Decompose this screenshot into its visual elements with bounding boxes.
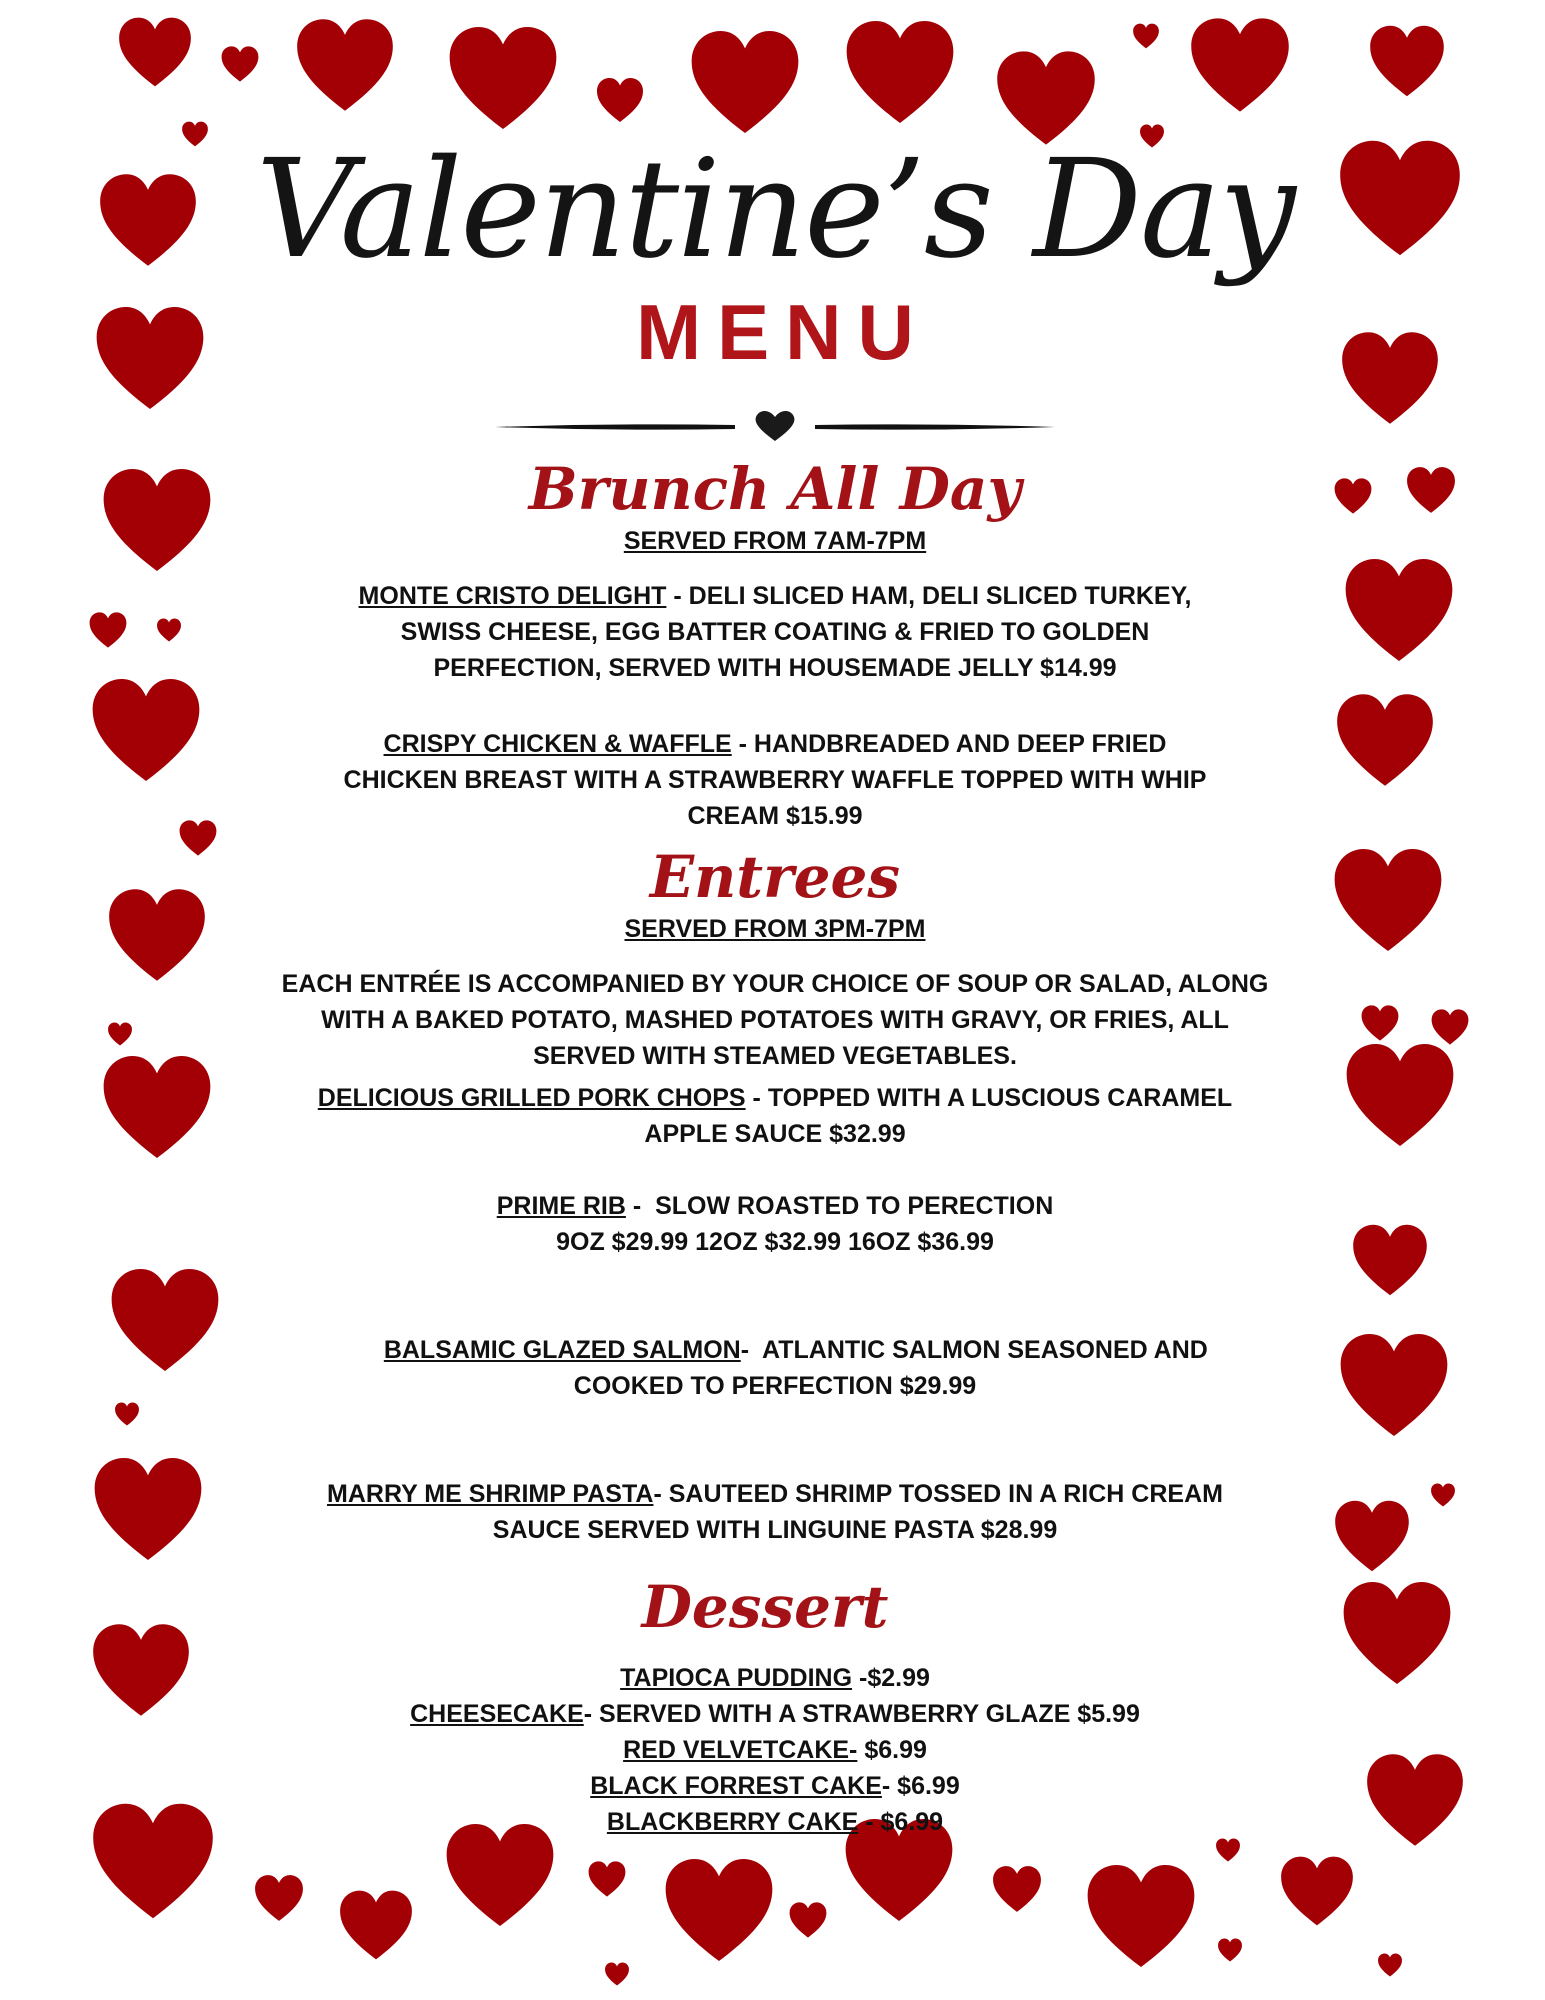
- dessert-section: [240, 1574, 1310, 1840]
- heart-icon: [99, 1049, 215, 1165]
- heart-icon: [156, 617, 182, 643]
- heart-icon: [114, 1401, 140, 1427]
- heart-icon: [687, 24, 803, 140]
- heart-icon: [89, 1618, 193, 1722]
- page-title: Valentine’s Day: [256, 131, 1294, 289]
- heart-icon: [756, 411, 795, 441]
- heart-icon: [1377, 1952, 1403, 1978]
- heart-icon: [96, 168, 200, 272]
- heart-icon: [587, 1859, 627, 1899]
- heart-icon: [991, 1863, 1043, 1915]
- item-prices: 9OZ $29.99 12OZ $32.99 16OZ $36.99: [556, 1228, 994, 1256]
- heart-icon: [1336, 1327, 1452, 1443]
- item-name: MARRY ME SHRIMP PASTA: [327, 1480, 654, 1508]
- entrees-accompaniment-note: EACH ENTRÉE IS ACCOMPANIED BY YOUR CHOICE OF SOUP OR SALAD, ALONG WITH A BAKED POTATO, MASHED POTATOES WITH GRAVY, OR FRIES, ALL SERVED WITH STEAMED VEGETABLES.: [281, 970, 1269, 1070]
- heart-icon: [293, 13, 397, 117]
- entrees-section: [240, 844, 1310, 1548]
- heart-icon: [1083, 1858, 1199, 1974]
- brunch-served-hours: SERVED FROM 7AM-7PM: [623, 527, 927, 555]
- item-name: TAPIOCA PUDDING: [620, 1664, 853, 1692]
- heart-icon: [220, 44, 260, 84]
- heart-icon: [1335, 133, 1465, 263]
- item-description: - SAUTEED SHRIMP TOSSED IN A RICH CREAM SAUCE SERVED WITH LINGUINE PASTA $28.99: [492, 1480, 1223, 1544]
- heart-icon: [1333, 688, 1437, 792]
- entrees-served-hours: SERVED FROM 3PM-7PM: [624, 915, 926, 943]
- item-name: BALSAMIC GLAZED SALMON: [383, 1336, 741, 1364]
- brunch-section: [240, 456, 1310, 834]
- item-name: MONTE CRISTO DELIGHT: [358, 582, 667, 610]
- heart-icon: [181, 120, 209, 148]
- heart-icon: [88, 1796, 218, 1926]
- item-name: BLACKBERRY CAKE: [606, 1808, 859, 1836]
- dessert-item-blackberry: [240, 1804, 1310, 1840]
- heart-icon: [90, 1451, 206, 1567]
- dessert-item-black-forrest: [240, 1768, 1310, 1804]
- heart-icon: [1187, 12, 1293, 118]
- entrees-title: Entrees: [649, 843, 901, 911]
- heart-icon: [92, 300, 208, 416]
- menu-page: [240, 130, 1310, 1840]
- item-price: -$2.99: [852, 1664, 930, 1692]
- heart-icon: [1341, 552, 1457, 668]
- heart-icon: [604, 1961, 630, 1987]
- heart-icon: [1367, 21, 1447, 101]
- dessert-item-red-velvet: [240, 1732, 1310, 1768]
- heart-icon: [842, 14, 958, 130]
- item-description: - ATLANTIC SALMON SEASONED AND COOKED TO PERFECTION $29.99: [573, 1336, 1215, 1400]
- menu-item-pork-chops: [315, 1080, 1235, 1152]
- heart-icon: [1215, 1837, 1241, 1863]
- heart-divider: [495, 408, 1055, 444]
- heart-icon: [1338, 326, 1442, 430]
- item-name: DELICIOUS GRILLED PORK CHOPS: [317, 1084, 746, 1112]
- heart-icon: [88, 672, 204, 788]
- menu-item-salmon: [285, 1296, 1265, 1440]
- heart-icon: [1333, 476, 1373, 516]
- heart-icon: [445, 20, 561, 136]
- menu-subtitle: MENU: [636, 288, 930, 376]
- item-price: - SERVED WITH A STRAWBERRY GLAZE $5.99: [583, 1700, 1140, 1728]
- heart-icon: [661, 1852, 777, 1968]
- item-description: - DELI SLICED HAM, DELI SLICED TURKEY, SWISS CHEESE, EGG BATTER COATING & FRIED TO GOLDEN PERFECTION, SERVED WITH HOUSEMADE JELLY $14.99: [400, 582, 1192, 682]
- heart-icon: [1132, 22, 1160, 50]
- heart-icon: [107, 1262, 223, 1378]
- item-price: - $6.99: [881, 1772, 960, 1800]
- dessert-item-cheesecake: [240, 1696, 1310, 1732]
- menu-item-monte-cristo: [350, 578, 1200, 686]
- item-name: RED VELVETCAKE-: [623, 1736, 858, 1764]
- heart-icon: [1278, 1852, 1356, 1930]
- heart-icon: [178, 818, 218, 858]
- dessert-item-tapioca: [240, 1660, 1310, 1696]
- heart-icon: [116, 13, 194, 91]
- heart-icon: [1350, 1220, 1430, 1300]
- heart-icon: [1342, 1037, 1458, 1153]
- dessert-title: Dessert: [641, 1573, 889, 1641]
- heart-icon: [88, 610, 128, 650]
- heart-icon: [788, 1900, 828, 1940]
- heart-icon: [107, 1021, 133, 1047]
- heart-icon: [1339, 1575, 1455, 1691]
- heart-icon: [337, 1886, 415, 1964]
- heart-icon: [99, 462, 215, 578]
- heart-icon: [595, 75, 645, 125]
- item-description: - TOPPED WITH A LUSCIOUS CARAMEL APPLE SAUCE $32.99: [644, 1084, 1233, 1148]
- menu-item-chicken-waffle: [325, 726, 1225, 834]
- item-price: - $6.99: [858, 1808, 944, 1836]
- heart-icon: [105, 883, 209, 987]
- heart-icon: [253, 1872, 305, 1924]
- item-description: - SLOW ROASTED TO PERECTION: [625, 1192, 1054, 1220]
- heart-icon: [1363, 1748, 1467, 1852]
- heart-icon: [1430, 1482, 1456, 1508]
- menu-item-prime-rib: [325, 1188, 1225, 1260]
- heart-icon: [1332, 1496, 1412, 1576]
- item-name: CHEESECAKE: [410, 1700, 584, 1728]
- menu-item-shrimp-pasta: [315, 1476, 1235, 1548]
- brunch-title: Brunch All Day: [528, 455, 1022, 523]
- item-description: - HANDBREADED AND DEEP FRIED CHICKEN BREAST WITH A STRAWBERRY WAFFLE TOPPED WITH WHIP CREAM $15.99: [343, 730, 1207, 830]
- item-name: BLACK FORREST CAKE: [590, 1772, 882, 1800]
- heart-icon: [1405, 464, 1457, 516]
- heart-icon: [1330, 842, 1446, 958]
- heart-icon: [1217, 1937, 1243, 1963]
- item-name: PRIME RIB: [496, 1192, 626, 1220]
- item-price: $6.99: [857, 1736, 927, 1764]
- item-name: CRISPY CHICKEN & WAFFLE: [383, 730, 732, 758]
